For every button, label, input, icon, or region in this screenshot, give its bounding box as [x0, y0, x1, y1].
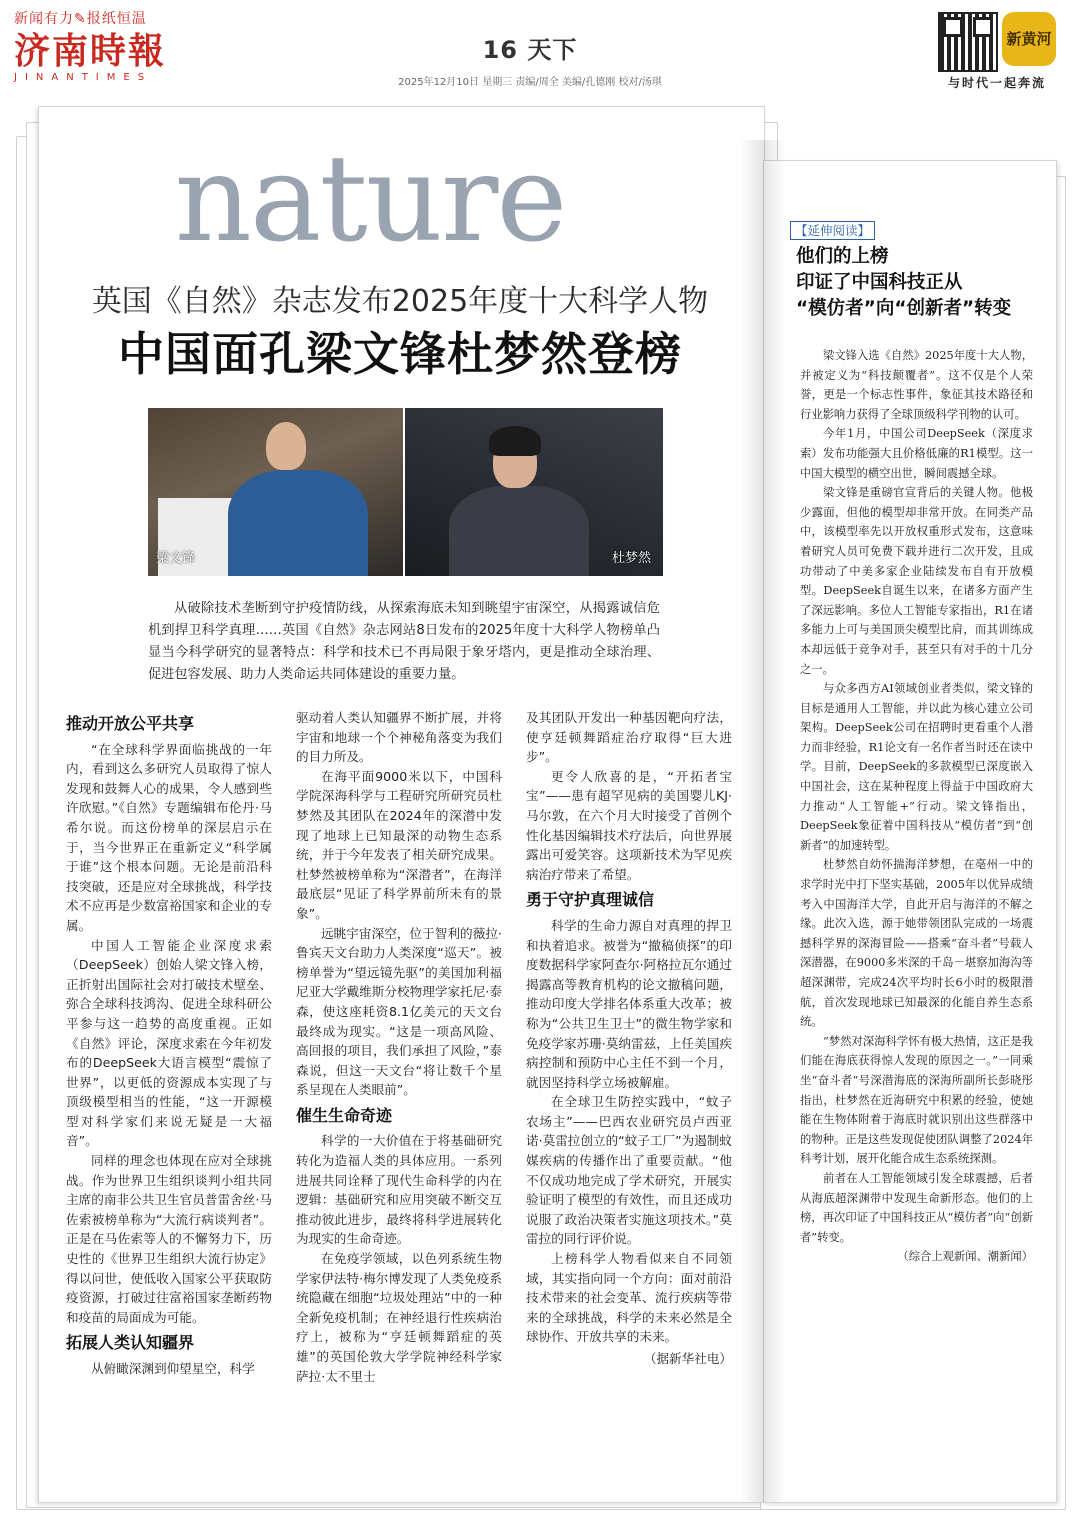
sidebar-source: （综合上观新闻、潮新闻）: [897, 1250, 1033, 1264]
person-figure: [449, 486, 589, 576]
paragraph: 及其团队开发出一种基因靶向疗法，使亨廷顿舞蹈症治疗取得“巨大进步”。: [526, 710, 732, 765]
book-gutter: [740, 140, 786, 1502]
paragraph: “在全球科学界面临挑战的一年内，看到这么多研究人员取得了惊人发现和鼓舞人心的成果，令人感到些许欣慰。”《自然》专题编辑布伦丹·马希尔说。而这份榜单的深层启示在于，当今世界正在重新定义“科学属于谁”这个根本问题。无论是前沿科技突破，还是应对全球挑战，科学技术不应再是少数富裕国家和企业的专属。: [66, 741, 272, 933]
headline: 中国面孔梁文锋杜梦然登榜: [118, 327, 682, 381]
person-head: [266, 422, 306, 470]
paragraph: 科学的生命力源自对真理的捍卫和执着追求。被誉为“撤稿侦探”的印度数据科学家阿查尔·阿格拉瓦尔通过揭露高等教育机构的论文撤稿问题，推动印度大学排名体系重大改革；被称为“公共卫生卫士”的微生物学家和免疫学家苏珊·莫纳雷兹，上任美国疾病控制和预防中心主任不到一个月，就因坚持科学立场被解雇。: [526, 917, 732, 1090]
tagline: 与时代一起奔流: [947, 76, 1046, 90]
article-column-1: [66, 708, 272, 1379]
article-column-2: [296, 708, 502, 1386]
paragraph: 前者在人工智能领域引发全球震撼，后者从海底超深渊带中发现生命新形态。他们的上榜，再次印证了中国科技正从“模仿者”向“创新者”转变。: [800, 1171, 1033, 1244]
section-heading: 推动开放公平共享: [66, 714, 195, 733]
sidebar-body: [800, 346, 1033, 1267]
nature-wordmark: nature: [174, 130, 566, 269]
photo-du-mengran: [405, 408, 663, 576]
newspaper-logo: 济南時報: [14, 30, 167, 72]
paragraph: 中国人工智能企业深度求索（DeepSeek）创始人梁文锋入榜，正折射出国际社会对打破技术壁垒、弥合全球科技鸿沟、促进全球科研公平参与这一趋势的高度重视。正如《自然》评论，深度求索在今年初发布的DeepSeek大语言模型“震惊了世界”，以更低的资源成本实现了与顶级模型相当的性能，“这一开源模型对科学家们来说无疑是一大福音”。: [66, 937, 272, 1149]
photo-caption: 杜梦然: [611, 551, 651, 566]
sidebar-title: [796, 244, 1041, 322]
paragraph: 梁文锋入选《自然》2025年度十大人物，并被定义为“科技颠覆者”。这不仅是个人荣誉，更是一个标志性事件，象征其技术路径和行业影响力获得了全球顶级科学刊物的认可。: [800, 349, 1033, 421]
newspaper-logo-en: JINANTIMES: [14, 72, 153, 83]
page-meta: 2025年12月10日 星期三 责编/周全 美编/孔德刚 校对/汤琪: [398, 77, 662, 88]
article-source: （据新华社电）: [643, 1351, 732, 1366]
masthead-left: [14, 8, 184, 83]
paragraph: 上榜科学人物看似来自不同领域，其实指向同一个方向：面对前沿技术带来的社会变革、流行疾病等带来的全球挑战，科学的未来必然是全球协作、开放共享的未来。: [526, 1251, 732, 1345]
paragraph: 远眺宇宙深空，位于智利的薇拉·鲁宾天文台助力人类深度“巡天”。被榜单誉为“望远镜先驱”的美国加利福尼亚大学戴维斯分校物理学家托尼·泰森，使这座耗资8.1亿美元的天文台最终成为现实。“这是一项高风险、高回报的项目，我们承担了风险，”泰森说，但这一天文台“将让数千个星系呈现在人类眼前”。: [296, 925, 502, 1098]
paragraph: 驱动着人类认知疆界不断扩展，并将宇宙和地球一个个神秘角落变为我们的目力所及。: [296, 710, 502, 765]
person-hair: [489, 426, 541, 456]
section-heading: 勇于守护真理诚信: [526, 890, 655, 910]
paragraph: 梁文锋是重磅官宣背后的关键人物。他极少露面，但他的模型却非常开放。在同类产品中，该模型率先以开放权重形式发布，这意味着研究人员可免费下载并进行二次开发，且成功带动了中美多家企业陆续发布自有开放模型。DeepSeek自诞生以来，在诸多方面产生了深远影响。多位人工智能专家指出，R1在诸多能力上可与美国顶尖模型比肩，而其训练成本却远低于竞争对手，甚至只有对手的十几分之一。: [800, 486, 1033, 676]
section-heading: 催生生命奇迹: [296, 1105, 393, 1125]
paragraph: 今年1月，中国公司DeepSeek（深度求索）发布功能强大且价格低廉的R1模型。这一中国大模型的横空出世，瞬间震撼全球。: [800, 427, 1033, 480]
person-figure: [228, 470, 368, 576]
paragraph: 从俯瞰深渊到仰望星空，科学: [91, 1361, 255, 1376]
paragraph: 与众多西方AI领域创业者类似，梁文锋的目标是通用人工智能，并以此为核心建立公司架构。DeepSeek公司在招聘时更看重个人潜力而非经验，R1论文有一名作者当时还在读中学。目前，DeepSeek的多款模型已深度嵌入中国社会，这在某种程度上得益于中国政府大力推动“人工智能+”行动。梁文锋指出，DeepSeek象征着中国科技从“模仿者”到“创新者”的加速转型。: [800, 682, 1033, 852]
paragraph: 在全球卫生防控实践中，“蚊子农场主”——巴西农业研究员卢西亚诺·莫雷拉创立的“蚊子工厂”为遏制蚊媒疾病的传播作出了重要贡献。“他不仅成功地完成了学术研究，开展实验证明了模型的有效性，而且还成功说服了政治决策者实施这项技术。”莫雷拉的同行评价说。: [526, 1094, 732, 1247]
lead-paragraph: 从破除技术垄断到守护疫情防线，从探索海底未知到眺望宇宙深空，从揭露诚信危机到捍卫科学真理……英国《自然》杂志网站8日发布的2025年度十大科学人物榜单凸显当今科学研究的显著特点：科学和技术已不再局限于象牙塔内，更是推动全球治理、促进包容发展、助力人类命运共同体建设的重要力量。: [148, 601, 660, 682]
photo-liang-wenfeng: [148, 408, 403, 576]
sidebar-tag: 【延伸阅读】: [790, 221, 875, 240]
qr-code-icon[interactable]: [938, 12, 998, 72]
sidebar-title-line: “模仿者”向“创新者”转变: [796, 298, 1012, 319]
sidebar-title-line: 印证了中国科技正从: [796, 272, 963, 293]
paragraph: 更令人欣喜的是，“开拓者宝宝”——患有超罕见病的美国婴儿KJ·马尔敦，在六个月大时接受了首例个性化基因编辑技术疗法后，向世界展露出可爱笑容。这项新技术为罕见疾病治疗带来了希望。: [526, 768, 732, 882]
kicker: 英国《自然》杂志发布2025年度十大科学人物: [91, 284, 709, 319]
article-column-3: [526, 708, 732, 1369]
section-heading: 拓展人类认知疆界: [66, 1333, 195, 1353]
paragraph: 科学的一大价值在于将基础研究转化为造福人类的具体应用。一系列进展共同诠释了现代生命科学的内在逻辑：基础研究和应用突破不断交互推动彼此进步，最终将科学进展转化为现实的生命奇迹。: [296, 1133, 502, 1247]
paragraph: 杜梦然自幼怀揣海洋梦想，在亳州一中的求学时光中打下坚实基础，2005年以优异成绩考入中国海洋大学，自此开启与海洋的不解之缘。此次入选，源于她带领团队完成的一场震撼科学界的深海冒险——搭乘“奋斗者”号载人深潜器，在9000多米深的千岛－堪察加海沟等超深渊带，完成24次平均时长6小时的极限潜航，首次发现地球已知最深的化能自养生态系统。: [800, 858, 1033, 1029]
paragraph: 同样的理念也体现在应对全球挑战。作为世界卫生组织谈判小组共同主席的南非公共卫生官员普雷舍丝·马佐索被榜单称为“大流行病谈判者”。正是在马佐索等人的不懈努力下，历史性的《世界卫生组织大流行协定》得以问世，使低收入国家公平获取防疫资源，打破过往富裕国家垄断药物和疫苗的局面成为可能。: [66, 1153, 272, 1325]
photo-caption: 梁文锋: [156, 551, 196, 566]
paragraph: 在海平面9000米以下，中国科学院深海科学与工程研究所研究员杜梦然及其团队在2024年的深潜中发现了地球上已知最深的动物生态系统，并于今年发表了相关研究成果。杜梦然被榜单称为“深潜者”，在海洋最底层“见证了科学界前所未有的景象”。: [296, 768, 502, 921]
page-label: 16 天下: [482, 36, 578, 64]
paragraph: 在免疫学领域，以色列系统生物学家伊法特·梅尔博发现了人类免疫系统隐藏在细胞“垃圾处理站”中的一种全新免疫机制；在神经退行性疾病治疗上，被称为“亨廷顿舞蹈症的英雄”的英国伦敦大学学院神经科学家萨拉·太不里士: [296, 1251, 502, 1384]
sidebar-title-line: 他们的上榜: [796, 246, 889, 267]
paragraph: “梦然对深海科学怀有极大热情，这正是我们能在海底获得惊人发现的原因之一。”一同乘坐“奋斗者”号深潜海底的深海所副所长彭晓彤指出，杜梦然在近海研究中积累的经验，使她能在生物体附着于海底时就识别出这些群落中的物种。正是这些发现促使团队调整了2024年科考计划，展开化能合成生态系统探测。: [800, 1034, 1033, 1166]
slogan: 新闻有力✎报纸恒温: [14, 11, 147, 27]
page-header: [330, 30, 730, 88]
app-logo: 新黄河: [1002, 12, 1056, 66]
